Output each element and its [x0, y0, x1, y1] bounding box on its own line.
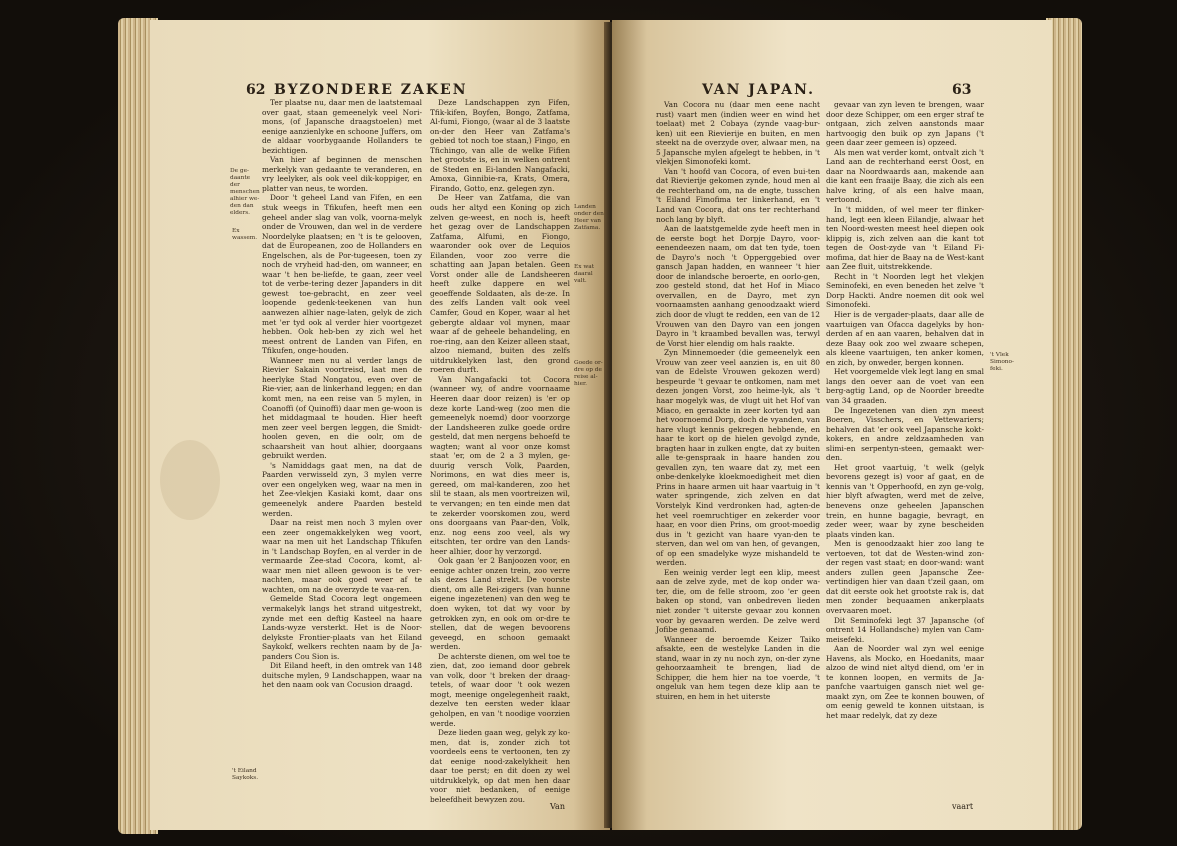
paragraph: Dit Eiland heeft, in den omtrek van 148 duitsche mylen, 9 Landschappen, waar na het den naam ook van Cocusion draagd. — [262, 661, 422, 690]
left-column-1 — [262, 98, 422, 798]
paragraph: Gemelde Stad Cocora legt ongemeen vermakelyk langs het strand uitgestrekt, zynde met een deftig Kasteel na haare Lands-wyze versterkt. Het is de Noor-delykste Frontier-plaats van het Eiland Saykokf, welkers rechten naam by de Ja-panders Cou Sion is. — [262, 594, 422, 661]
right-catchword: vaart — [952, 802, 974, 811]
paragraph: Door 't geheel Land van Fifen, en een stuk weegs in Tfikufen, heeft men een geheel ander slag van volk, voorna-melyk onder de Vrouwen, dan wel in de verdere Noordelyke plaatsen; en 't is te gelooven, dat de Europeanen, zoo de Hollanders en Engelschen, als de Por-tugeesen, toen zy noch de vryheid had-den, om wanneer, en waar 't hen be-liefde, te gaan, zeer veel tot de verbe-tering dezer Japanders in dit gewest toe-gebracht, en zeer veel loopende gedenk-teekenen van hun aanwezen alhier nage-laten, gelyk de zich met 'er tyd ook al verder hier voortgezet hebben. Ook heb-ben zy zich wel het meest ontrent de Landen van Fifen, en Tfikufen, onge-houden. — [262, 193, 422, 356]
paragraph: Dit Seminofeki legt 37 Japansche (of ontrent 14 Hollandsche) mylen van Cam-meisefeki. — [826, 615, 984, 644]
paragraph: Deze Landschappen zyn Fifen, Tfik-kifen, Boyfen, Bongo, Zatfama, Al-fumi, Fiongo, (waar al de 3 laatste on-der den Heer van Zatfama's gebied tot noch toe staan,) Fingo, en Tfichingo, van alle de welke Fifien het grootste is, en in welken ontrent de Steden en Ei-landen Nangafacki, Amoxa, Ginnibie-ra, Krats, Omera, Firando, Gotto, enz. gelegen zyn. — [430, 98, 570, 193]
paragraph: Men is genoodzaakt hier zoo lang te vertoeven, tot dat de Westen-wind zon-der regen vast staat; en door-wand: want anders zullen geen Japansche Zee-vertindigen hier van daan t'zeil gaan, om dat dit eerste ook het grootste rak is, dat men zonder bequaamen ankerplaats overvaaren moet. — [826, 539, 984, 615]
margin-note: 't Eiland Saykoks. — [232, 768, 259, 781]
paragraph: Wanneer men nu al verder langs de Rievier Sakain voortreisd, laat men de heerlyke Stad Nongatou, even over de Rie-vier, aan de linkerhand leggen; en dan komt men, na een reise van 5 mylen, in Coanoffi (of Quinoffi) daar men ge-woon is het middagmaal te houden. Hier heeft men zeer veel bergen leggen, die Smidt-hoolen geven, en die oolr, om de schaarsheit van hout alhier, doorgaans gebruikt werden. — [262, 355, 422, 461]
right-folio: 63 — [952, 82, 972, 98]
margin-note: Goede or-dre op de reise al-hier. — [574, 360, 603, 387]
left-running-head: BYZONDERE ZAKEN — [274, 82, 468, 98]
paragraph: Als men wat verder komt, ontvalt zich 't Land aan de rechterhand eerst Oost, en daar na Noordwaards aan, makende aan die kant een fraaije Baay, die zich als een halve kring, of als een halve maan, vertoond. — [826, 147, 985, 205]
right-running-head: VAN JAPAN. — [702, 82, 815, 98]
paragraph: Deze lieden gaan weg, gelyk zy ko-men, dat is, zonder zich tot voordeels eens te vertoonen, ten zy dat eenige nood-zakelykheit hen daar toe perst; en dit doen zy wel uitdrukkelyk, op dat men hen daar voor niet bedanken, of eenige beleefdheit bewyzen zou. — [430, 728, 570, 804]
paragraph: Het groot vaartuig, 't welk (gelyk bevorens gezegt is) voor af gaat, en de kennis van 't Opperhoofd, en zyn ge-volg, hier blyft afwagten, werd met de zelve, benevens onze geheelen Japanschen trein, en hunne bagagie, bevragt, en zeder weer, waar by zyne bescheiden plaats vinden kan. — [826, 462, 984, 539]
margin-note: Landen onder den Heer van Zatfama. — [574, 204, 604, 231]
paragraph: Van hier af beginnen de menschen merkelyk van gedaante te veranderen, en vry leelyker, als ook veel dik-koppiger, en platter van neus, te worden. — [262, 155, 422, 193]
paragraph: Zyn Minnemoeder (die gemeenelyk een Vrouw van zeer veel aanzien is, en uit 80 van de Edelste Vrouwen gekozen werd) bespeurde 't gevaar te ontkomen, nam met dezen jongen Vorst, zoo heime-lyk, als 't haar mogelyk was, de vlugt uit het Hof van Miaco, en geraakte in zeer korten tyd aan het voornoemd Dorp, doch de vyanden, van hare vlugt kennis gekregen hebbende, en haar te kort op de hielen gevolgd zynde, bragten haar in zulken engte, dat zy buiten alle te-genspraak in haare handen zou gevallen zyn, ten waare dat zy, met een onbe-denkelyke kloekmoedigheit met dien Prins in haare armen uit haar vaartuig in 't water springende, zich zelven en dat Vorstelyk Kind verdronken had, agten-de het veel roemruchtiger en zekerder voor haar, en voor dien Prins, om groot-moedig dus in 't gezicht van haare vyan-den te sterven, dan wel om van hen, of gevangen, of op een smadelyke wyze mishandeld te werden. — [656, 348, 820, 568]
margin-note: Ex wassem. — [232, 228, 258, 241]
margin-note: Ex wat daaral valt. — [574, 264, 595, 284]
paragraph: Wanneer de beroemde Keizer Taiko afsakte, een de westelyke Landen in die stand, waar in zy nu noch zyn, on-der zyne gehoorzaamheit te brengen, liad de Schipper, die hem hier na toe voerde, 't ongeluk van hem tegen deze klip aan te stuiren, en hem in het uiterste — [656, 634, 820, 701]
paragraph: De Heer van Zatfama, die van ouds her altyd een Koning op zich zelven ge-weest, en noch is, heeft het gezag over de Landschappen Zatfama, Alfumi, en Fiongo, waaronder ook over de Lequios Eilanden, voor zoo verre die schatting aan Japan betalen. Geen Vorst onder alle de Landsheeren heeft zulke dappere en wel geoeffende Soldaaten, als de-ze. In des zelfs Landen valt ook veel Camfer, Goud en Koper, waar al het gebergte aldaar vol mynen, maar waar af de geheele behandeling, en roe-ring, aan den Keizer alleen staat, alzoo niemand, buiten des zelfs uitdrukkelyken last, den grond roeren durft. — [430, 193, 570, 375]
paragraph: Ter plaatse nu, daar men de laatstemaal over gaat, staan gemeenelyk veel Nori-mons, (of Japansche draagstoelen) met eenige aanzienlyke en schoone Juffers, om de aldaar voorbygaande Hollanders te bezichtigen. — [262, 98, 422, 155]
paragraph: Ook gaan 'er 2 Banjoozen voor, en eenige achter onzen trein, zoo verre als dezes Land strekt. De voorste dient, om alle Rei-zigers (van hunne eigene ingezetenen) van den weg te doen wyken, tot dat wy voor by getrokken zyn, en ook om or-dre te stellen, dat de wegen bevoorens geveegd, en schoon gemaakt werden. — [430, 556, 570, 652]
right-column-1 — [656, 100, 820, 800]
paragraph: gevaar van zyn leven te brengen, waar door deze Schipper, om een erger straf te ontgaan, zich zelven aanstonds maar hartvoogig den buik op zyn Japans ('t geen daar zeer gemeen is) opzeed. — [826, 100, 984, 148]
paragraph: Een weinig verder legt een klip, meest aan de zelve zyde, met de kop onder wa-ter, die, om de felle stroom, zoo 'er geen baken op stond, van onbedreven lieden niet zonder 't uiterste gevaar zou konnen voor by gevaaren werden. De zelve werd Jofibe genaamd. — [656, 567, 820, 635]
paragraph: In 't midden, of wel meer ter flinker-hand, legt een kleen Eilandje, alwaar het ten Noord-westen meest heel diepen ook klippig is, zich zelven aan die kant tot tegen de Oost-zyde van 't Eiland Fi-mofima, dat hier de Baay na de West-kant aan Zee fluit, uitstrekkende. — [826, 205, 984, 272]
paragraph: De achterste dienen, om wel toe te zien, dat, zoo iemand door gebrek van volk, door 't breken der draag-tetels, of waar door 't ook wezen mogt, meenige ongelegenheit raakt, dezelve ten eersten weder klaar geholpen, en van 't noodige voorzien werde. — [430, 651, 570, 728]
paragraph: Hier is de vergader-plaats, daar alle de vaartuigen van Ofacca dagelyks by hon-derden af en aan vaaren, behalven dat in deze Baay ook zoo wel zwaare schepen, als kleene vaartuigen, ten anker komen, en zich, by onweder, bergen konnen. — [826, 310, 984, 367]
paragraph: Van Nangafacki tot Cocora (wanneer wy, of andre voornaame Heeren daar door reizen) is 'er op deze korte Land-weg (zoo men die gemeenelyk noemd) door voorzorge der Landsheeren zulke goede ordre gesteld, dat men nergens behoefd te wagten; want al voor onze komst staat 'er, om de 2 a 3 mylen, ge-duurig versch Volk, Paarden, Norimons, en wat dies meer is, gereed, om mal-kanderen, zoo het slil te staan, als men voortreizen wil, te vervangen; en ten einde men dat te zekerder voorskomen zou, werd ons doorgaans van Paar-den, Volk, enz. nog eens zoo veel, als wy eitschten, ter ordre van den Lands-heer alhier, door hy verzorgd. — [430, 374, 570, 556]
margin-note: 't Vlek Simono-feki. — [990, 352, 1014, 372]
left-folio: 62 — [246, 82, 266, 98]
left-column-2 — [430, 98, 570, 804]
paragraph: De Ingezetenen van dien zyn meest Boeren, Visschers, en Vettewariers; behalven dat 'er ook veel Japansche kokt-kokers, en andre zeldzaamheden van slimi-en serpentyn-steen, gemaakt wer-den. — [826, 405, 984, 463]
paragraph: 's Namiddags gaat men, na dat de Paarden verwisseld zyn, 3 mylen verre over een ongelyken weg, waar na men in het Zee-vlekjen Kasiaki komt, daar ons gemeenelyk andere Paarden besteld werden. — [262, 460, 422, 518]
left-catchword: Van — [550, 802, 565, 811]
paragraph: Van 't hoofd van Cocora, of even bui-ten dat Rievierije gekomen zynde, houd men al de rechterhand om, na de engte, tusschen 't Eiland Fimofima ter linkerhand, en 't Land van Cocora, dat ons ter rechterhand noch lang by blyft. — [656, 166, 820, 224]
paragraph: Daar na reist men noch 3 mylen over een zeer ongemakkelyken weg voort, waar na men uit het Landschap Tfikufen in 't Landschap Boyfen, en al verder in de vermaarde Zee-stad Cocora, komt, al-waar men niet alleen gewoon is te ver-nachten, maar ook goed weer af te wachten, om na de overzyde te vaa-ren. — [262, 518, 422, 594]
left-page — [150, 20, 610, 830]
paragraph: Recht in 't Noorden legt het vlekjen Seminofeki, en even beneden het zelve 't Dorp Hackti. Andre noemen dit ook wel Simonofeki. — [826, 271, 984, 310]
right-column-2 — [826, 100, 984, 800]
right-page — [612, 20, 1052, 830]
paragraph: Aan de Noorder wal zyn wel eenige Havens, als Mocko, en Hoedanits, maar alzoo de wind niet altyd diend, om 'er in te konnen loopen, en vermits de Ja-panfche vaartuigen gansch niet wel ge-maakt zyn, om Zee te konnen bouwen, of om eenig geweld te konnen uitstaan, is het maar redelyk, dat zy deze — [826, 644, 984, 720]
paragraph: Het voorgemelde vlek legt lang en smal langs den oever aan de voet van een berg-agtig Land, op de Noorder breedte van 34 graaden. — [826, 367, 984, 405]
page-stain — [160, 440, 220, 520]
paragraph: Van Cocora nu (daar men eene nacht rust) vaart men (indien weer en wind het toelaat) met 2 Cobaya (zynde vaag-bur-ken) uit een Rievierije en buiten, en men steekt na de overzyde over, alwaar men, na 5 Japansche mylen afgelegt te hebben, in 't vlekjen Simonofeki komt. — [656, 100, 820, 167]
margin-note: De ge-daante der menschen alhier we-den dan elders. — [230, 168, 260, 216]
paragraph: Aan de laatstgemelde zyde heeft men in de eerste bogt het Dorpje Dayro, voor-eenendeezen naam, om dat ten tyde, toen de Dayro's noch 't Opperggebied over gansch Japan hadden, en wanneer 't hier door de inlandsche beroerte, en oorlo-gen, zoo gesteld stond, dat het Hof in Miaco overvallen, en de Dayro, met zyn voornaamsten aanhang genoodzaakt wierd zich door de vlugt te redden, een van de 12 Vrouwen van den Dayro van een jongen Dayro in 't kraambed bevallen was, terwyl de Vorst hier elendig om hals raakte. — [656, 224, 820, 348]
